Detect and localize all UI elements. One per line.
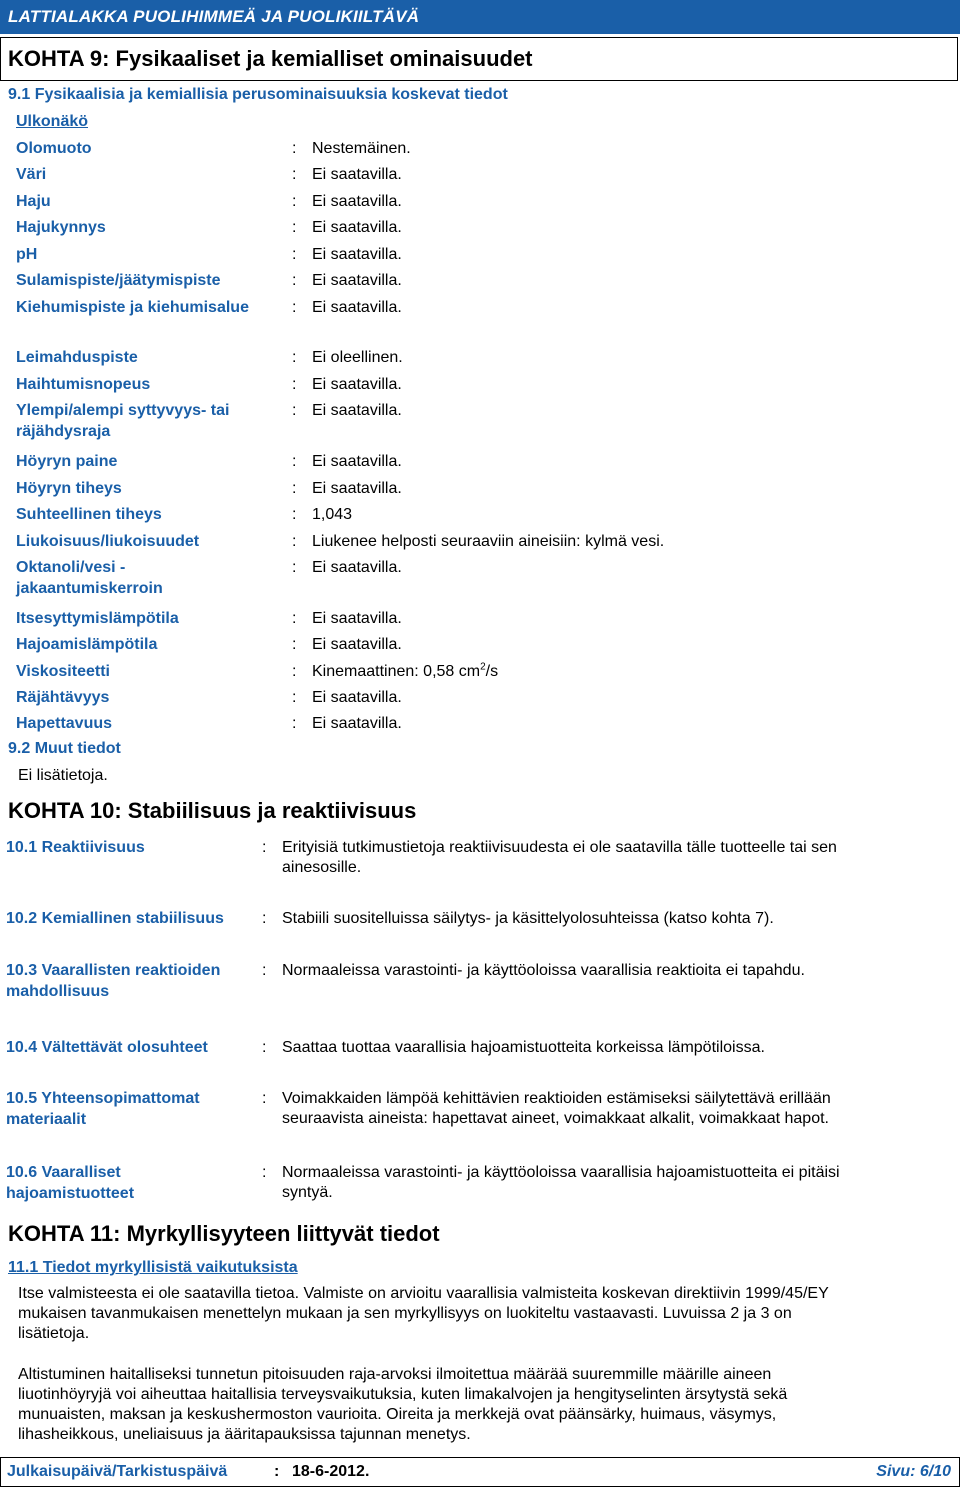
separator: : <box>292 663 297 680</box>
stability-label: 10.3 Vaarallisten reaktioiden <box>6 962 221 979</box>
property-label: Hajoamislämpötila <box>16 636 158 653</box>
stability-value: Stabiili suositelluissa säilytys- ja käsittelyolosuhteissa (katso kohta 7). <box>282 910 774 927</box>
property-label: Hajukynnys <box>16 219 106 236</box>
stability-label-line2: materiaalit <box>6 1111 87 1128</box>
stability-value: Erityisiä tutkimustietoja reaktiivisuudesta ei ole saatavilla tälle tuotteelle tai sen <box>282 839 837 856</box>
product-title: LATTIALAKKA PUOLIHIMMEÄ JA PUOLIKIILTÄVÄ <box>8 7 420 26</box>
stability-label: 10.6 Vaaralliset <box>6 1164 121 1181</box>
property-value: Ei saatavilla. <box>312 559 402 576</box>
stability-value: Normaaleissa varastointi- ja käyttöoloissa vaarallisia reaktioita ei tapahdu. <box>282 962 805 979</box>
stability-value: Normaaleissa varastointi- ja käyttöoloissa vaarallisia hajoamistuotteita ei pitäisi <box>282 1164 840 1181</box>
property-value: Ei saatavilla. <box>312 453 402 470</box>
separator: : <box>292 715 297 732</box>
separator: : <box>292 272 297 289</box>
paragraph-line: liuotinhöyryjä voi aiheuttaa haitallisia terveysvaikutuksia, kuten limakalvojen ja hengityselinten ärsytystä sekä <box>18 1386 788 1403</box>
property-value: Ei saatavilla. <box>312 219 402 236</box>
section-9-1-heading: 9.1 Fysikaalisia ja kemiallisia perusominaisuuksia koskevat tiedot <box>8 86 508 103</box>
property-value: Ei saatavilla. <box>312 193 402 210</box>
property-value: Ei saatavilla. <box>312 480 402 497</box>
property-value: Ei saatavilla. <box>312 299 402 316</box>
section-9-2-heading: 9.2 Muut tiedot <box>8 740 121 757</box>
property-label: Räjähtävyys <box>16 689 110 706</box>
property-value: Ei saatavilla. <box>312 689 402 706</box>
paragraph-line: mukaisen tavanmukaisen menettelyn mukaan ja sen myrkyllisyys on luokiteltu vastaavasti. Luvuissa 2 ja 3 on <box>18 1305 792 1322</box>
property-value: Ei saatavilla. <box>312 610 402 627</box>
separator: : <box>292 453 297 470</box>
stability-label: 10.1 Reaktiivisuus <box>6 839 145 856</box>
stability-label-line2: hajoamistuotteet <box>6 1185 135 1202</box>
property-label: Kiehumispiste ja kiehumisalue <box>16 299 249 316</box>
stability-label: 10.2 Kemiallinen stabiilisuus <box>6 910 224 927</box>
property-value: Ei saatavilla. <box>312 166 402 183</box>
separator: : <box>262 1164 267 1181</box>
page-number: Sivu: 6/10 <box>876 1463 951 1480</box>
separator: : <box>292 533 297 550</box>
separator: : <box>292 140 297 157</box>
paragraph-line: Altistuminen haitalliseksi tunnetun pitoisuuden raja-arvoksi ilmoitettua määrää suuremmille määrille aineen <box>18 1366 772 1383</box>
stability-value-line2: ainesosille. <box>282 859 362 876</box>
property-label: Liukoisuus/liukoisuudet <box>16 533 200 550</box>
separator: : <box>292 166 297 183</box>
separator: : <box>292 299 297 316</box>
stability-value-line2: syntyä. <box>282 1184 333 1201</box>
separator: : <box>262 1039 267 1056</box>
document-footer <box>0 1457 960 1487</box>
separator: : <box>292 193 297 210</box>
separator: : <box>292 689 297 706</box>
paragraph-line: munuaisten, maksan ja keskushermoston vaurioita. Oireita ja merkkejä ovat päänsärky, huimaus, väsymys, <box>18 1406 777 1423</box>
toxicology-paragraph-1 <box>18 1284 938 1344</box>
separator: : <box>292 402 297 419</box>
separator: : <box>292 219 297 236</box>
property-value: Ei saatavilla. <box>312 402 402 419</box>
property-value: Ei saatavilla. <box>312 376 402 393</box>
section-10-title: KOHTA 10: Stabiilisuus ja reaktiivisuus <box>8 798 417 823</box>
property-label: Itsesyttymislämpötila <box>16 610 179 627</box>
property-label: Suhteellinen tiheys <box>16 506 162 523</box>
separator: : <box>292 246 297 263</box>
toxicology-paragraph-2 <box>18 1365 938 1445</box>
property-label: Höyryn tiheys <box>16 480 122 497</box>
other-info-text: Ei lisätietoja. <box>18 767 108 784</box>
stability-label: 10.5 Yhteensopimattomat <box>6 1090 200 1107</box>
property-value: Liukenee helposti seuraaviin aineisiin: kylmä vesi. <box>312 533 665 550</box>
property-label: Sulamispiste/jäätymispiste <box>16 272 221 289</box>
separator: : <box>292 559 297 576</box>
property-value: Ei saatavilla. <box>312 715 402 732</box>
stability-value-line2: seuraavista aineista: hapettavat aineet, voimakkaat alkalit, voimakkaat hapot. <box>282 1110 829 1127</box>
separator: : <box>292 480 297 497</box>
separator: : <box>292 349 297 366</box>
separator: : <box>262 910 267 927</box>
separator: : <box>274 1463 280 1480</box>
property-label: Höyryn paine <box>16 453 118 470</box>
property-label: Väri <box>16 166 47 183</box>
property-label: Hapettavuus <box>16 715 113 732</box>
separator: : <box>292 610 297 627</box>
property-label: Haju <box>16 193 51 210</box>
property-value: 1,043 <box>312 506 353 523</box>
appearance-heading: Ulkonäkö <box>16 113 89 130</box>
property-value: Ei oleellinen. <box>312 349 403 366</box>
property-label: Leimahduspiste <box>16 349 138 366</box>
section-11-title: KOHTA 11: Myrkyllisyyteen liittyvät tiedot <box>8 1221 440 1246</box>
paragraph-line: lisätietoja. <box>18 1325 90 1342</box>
property-value: Nestemäinen. <box>312 140 411 157</box>
section-9-title: KOHTA 9: Fysikaaliset ja kemialliset ominaisuudet <box>8 46 533 71</box>
property-label: Haihtumisnopeus <box>16 376 151 393</box>
paragraph-line: Itse valmisteesta ei ole saatavilla tietoa. Valmiste on arvioitu vaarallisia valmisteita koskevan direktiivin 1999/45/EY <box>18 1285 829 1302</box>
separator: : <box>262 1090 267 1107</box>
viscosity-value: Kinemaattinen: 0,58 cm <box>312 663 481 680</box>
footer-date-label: Julkaisupäivä/Tarkistuspäivä <box>7 1463 228 1480</box>
separator: : <box>262 839 267 856</box>
property-label-line2: jakaantumiskerroin <box>16 580 163 597</box>
property-label: Ylempi/alempi syttyvyys- tai <box>16 402 230 419</box>
stability-value: Voimakkaiden lämpöä kehittävien reaktioiden estämiseksi säilytettävä erillään <box>282 1090 831 1107</box>
section-11-1-heading: 11.1 Tiedot myrkyllisistä vaikutuksista <box>8 1259 298 1276</box>
property-label: pH <box>16 246 38 263</box>
separator: : <box>292 376 297 393</box>
property-value: Ei saatavilla. <box>312 272 402 289</box>
property-label: Olomuoto <box>16 140 92 157</box>
property-label-line2: räjähdysraja <box>16 423 111 440</box>
separator: : <box>262 962 267 979</box>
footer-date-value: 18-6-2012. <box>292 1463 370 1480</box>
viscosity-unit-suffix: /s <box>485 663 499 680</box>
property-value: Ei saatavilla. <box>312 636 402 653</box>
property-label: Viskositeetti <box>16 663 110 680</box>
stability-label-line2: mahdollisuus <box>6 983 110 1000</box>
stability-value: Saattaa tuottaa vaarallisia hajoamistuotteita korkeissa lämpötiloissa. <box>282 1039 765 1056</box>
property-label: Oktanoli/vesi - <box>16 559 126 576</box>
stability-label: 10.4 Vältettävät olosuhteet <box>6 1039 208 1056</box>
superscript: 2 <box>480 661 486 673</box>
property-value <box>312 661 498 682</box>
document-header-bar <box>0 0 960 34</box>
separator: : <box>292 506 297 523</box>
paragraph-line: lihasheikkous, uneliaisuus ja ääritapauksissa tajunnan menetys. <box>18 1426 471 1443</box>
property-value: Ei saatavilla. <box>312 246 402 263</box>
separator: : <box>292 636 297 653</box>
